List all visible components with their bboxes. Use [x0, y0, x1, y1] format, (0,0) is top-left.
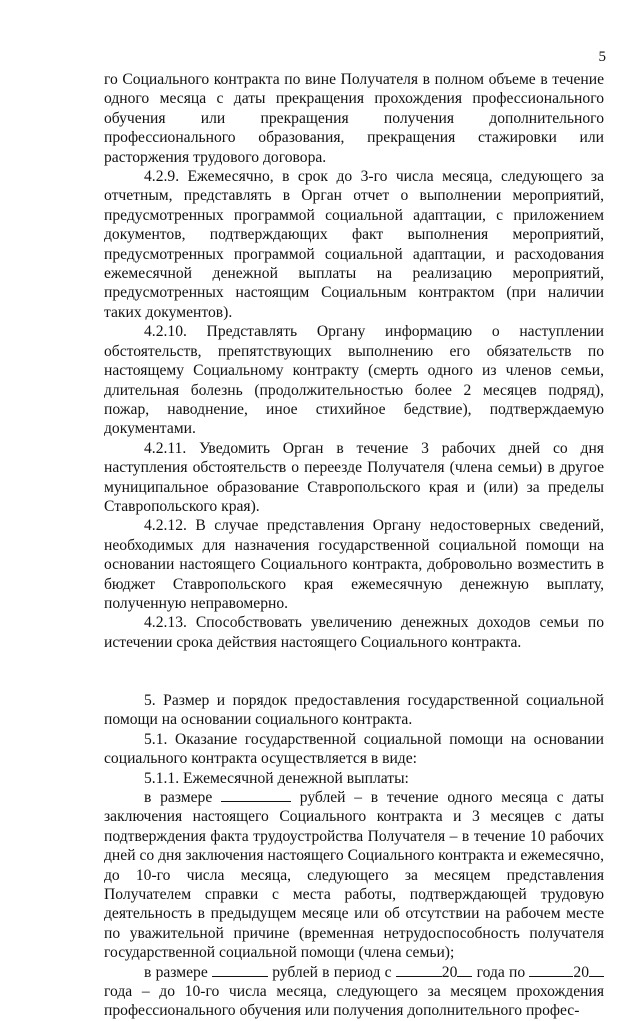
paragraph-5-1-1: 5.1.1. Ежемесячной денежной выплаты:	[144, 769, 409, 787]
end-year-blank	[589, 963, 604, 977]
amount-blank	[221, 788, 291, 802]
section-spacer	[104, 672, 604, 691]
end-date-blank	[529, 963, 573, 977]
end-year-prefix: 20	[573, 963, 589, 981]
paragraph-period-payment	[104, 963, 604, 1021]
paragraph-4-2-13: 4.2.13. Способствовать увеличению денежных доходов семьи по истечении срока действия настоящего Социального контракта.	[104, 614, 604, 651]
paragraph-5-1: 5.1. Оказание государственной социальной помощи на основании социального контракта осуществляется в виде:	[104, 730, 604, 768]
paragraph-continuation: го Социального контракта по вине Получателя в полном объеме в течение одного месяца с даты прекращения прохождения профессионального обучения или прекращения получения дополнительного профессионального образования, прекращения стажировки или расторжения трудового договора.	[104, 71, 604, 166]
period-deadline-text: года – до 10-го числа месяца, следующего за месяцем прохождения профессионального обучения или получения дополнительного профес-	[104, 983, 604, 1020]
period-to-text: года по	[476, 963, 526, 981]
paragraph-4-2-11: 4.2.11. Уведомить Орган в течение 3 рабочих дней со дня наступления обстоятельств о переезде Получателя (члена семьи) в другое муниципальное образование Ставропольского края и (или) за пределы Ставропольского края).	[104, 439, 604, 515]
start-year-prefix: 20	[441, 963, 458, 981]
section-5-heading: 5. Размер и порядок предоставления государственной социальной помощи на основании социального контракта.	[104, 691, 604, 729]
page-number: 5	[598, 49, 606, 65]
start-date-blank	[396, 963, 442, 977]
period-amount-prefix: в размере	[144, 963, 208, 981]
paragraph-4-2-12: 4.2.12. В случае представления Органу недостоверных сведений, необходимых для назначения государственной социальной помощи на основании настоящего Социального контракта, добровольно возместить в бюджет Ставропольского края ежемесячную денежную выплату, полученную неправомерно.	[104, 517, 604, 612]
paragraph-4-2-9: 4.2.9. Ежемесячно, в срок до 3-го числа месяца, следующего за отчетным, представлять в Орган отчет о выполнении мероприятий, предусмотренных программой социальной адаптации, с приложением документов, подтверждающих факт выполнения мероприятий, предусмотренных программой социальной адаптации, и расходования ежемесячной денежной выплаты на реализацию мероприятий, предусмотренных настоящим Социальным контрактом (при наличии таких документов).	[104, 168, 604, 321]
paragraph-monthly-payment	[104, 788, 604, 963]
period-from-text: рублей в период с	[272, 963, 392, 981]
document-body	[104, 70, 604, 1021]
amount-terms: рублей – в течение одного месяца с даты заключения настоящего Социального контракта и 3 месяцев с даты подтверждения факта трудоустройства Получателя – в течение 10 рабочих дней со дня заключения настоящего Социального контракта и ежемесячно, до 10-го числа месяца, следующего за месяцем представления Получателем справки с места работы, подтверждающей трудовую деятельность в предыдущем месяце или об отсутствии на рабочем месте по уважительной причине (временная нетрудоспособность получателя государственной социальной помощи (члена семьи);	[104, 789, 604, 962]
section-spacer	[104, 652, 604, 671]
paragraph-4-2-10: 4.2.10. Представлять Органу информацию о наступлении обстоятельств, препятствующих выполнению его обязательств по настоящему Социальному контракту (смерть одного из членов семьи, длительная болезнь (продолжительностью более 2 месяцев подряд), пожар, наводнение, иное стихийное бедствие), подтверждаемую документами.	[104, 323, 604, 438]
period-amount-blank	[212, 963, 268, 977]
amount-prefix: в размере	[144, 789, 213, 806]
start-year-blank	[457, 963, 472, 977]
